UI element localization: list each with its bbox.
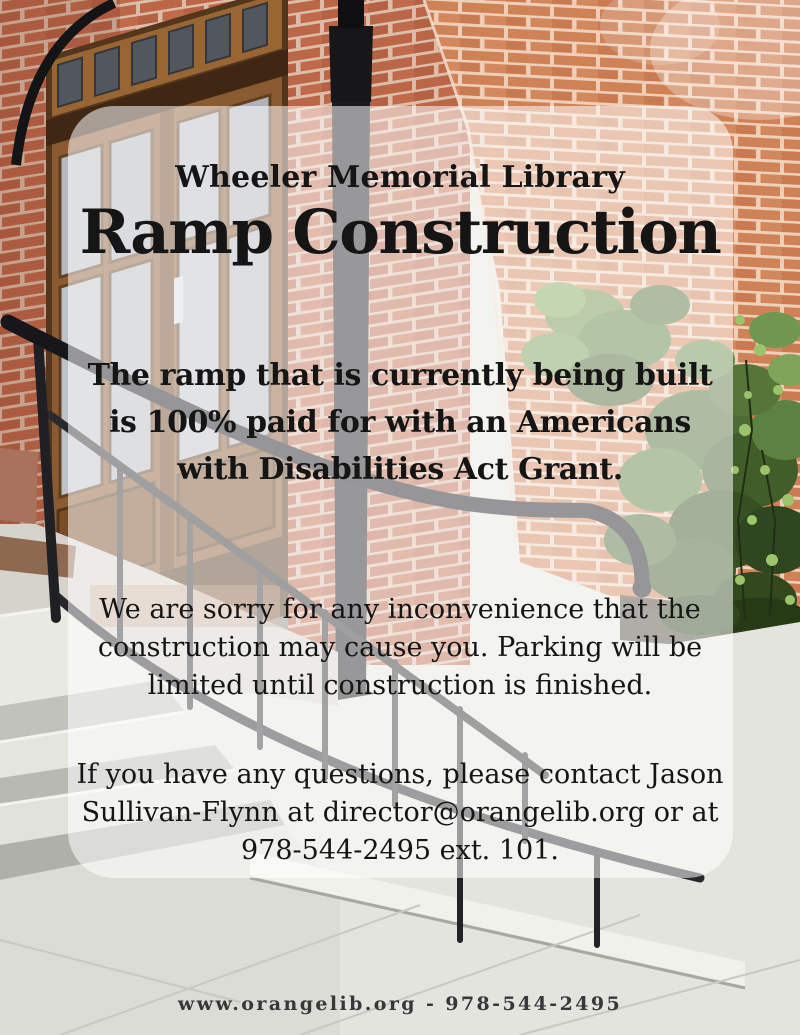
footer-contact-info: www.orangelib.org - 978-544-2495 — [177, 993, 623, 1015]
apology-line: We are sorry for any inconvenience that the — [99, 594, 701, 625]
contact-line: Sullivan-Flynn at director@orangelib.org or at — [81, 797, 719, 828]
funding-line: The ramp that is currently being built — [87, 358, 713, 393]
contact-notice — [0, 756, 800, 870]
page-title: Ramp Construction — [79, 197, 721, 268]
apology-notice — [0, 591, 800, 705]
funding-line: with Disabilities Act Grant. — [177, 452, 623, 487]
apology-line: construction may cause you. Parking will be — [97, 632, 703, 663]
contact-line: 978-544-2495 ext. 101. — [241, 835, 559, 866]
apology-line: limited until construction is finished. — [147, 670, 653, 701]
funding-line: is 100% paid for with an Americans — [109, 405, 691, 440]
organization-name: Wheeler Memorial Library — [175, 160, 625, 195]
contact-line: If you have any questions, please contact Jason — [76, 759, 724, 790]
funding-notice — [0, 352, 800, 493]
